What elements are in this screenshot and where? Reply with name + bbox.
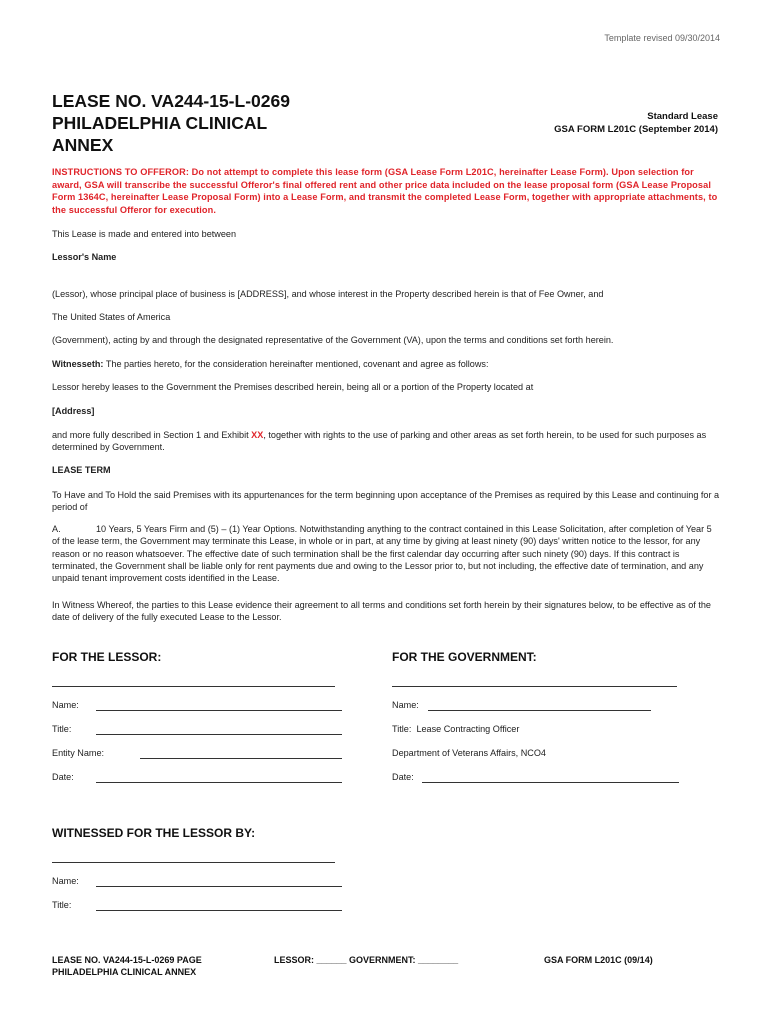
government-date-label: Date:	[392, 772, 414, 782]
gsa-form-label: GSA FORM L201C (September 2014)	[554, 124, 718, 135]
entity-name-label: Entity Name:	[52, 748, 105, 758]
in-witness-paragraph: In Witness Whereof, the parties to this Lease evidence their agreement to all terms and conditions set forth herein by their signatures below, to be effective as of the date of delivery of the fully executed Lease to the Lessor.	[52, 600, 711, 623]
lessor-leases-text: Lessor hereby leases to the Government the Premises described herein, being all or a portion of the Property located at	[52, 382, 534, 392]
lessor-signature-line[interactable]	[52, 686, 335, 687]
footer-initials: LESSOR: ______ GOVERNMENT: ________	[274, 955, 459, 965]
government-name-label: Name:	[392, 700, 419, 710]
lessor-title-field[interactable]	[96, 734, 342, 735]
footer-left-line1: LEASE NO. VA244-15-L-0269 PAGE	[52, 955, 202, 965]
lease-title-line1: LEASE NO. VA244-15-L-0269	[52, 91, 290, 111]
lessor-name-field[interactable]	[96, 710, 342, 711]
government-title-label: Title:	[392, 724, 412, 734]
more-fully-post: , together with rights to the use of parking and other areas as set forth herein, to be used for such purposes as determined by Government.	[52, 430, 707, 453]
witness-signature-line[interactable]	[52, 862, 335, 863]
lease-title	[52, 90, 382, 156]
footer-lease-id	[52, 954, 202, 978]
lessors-name-label: Lessor's Name	[52, 252, 117, 262]
witnesseth-paragraph	[52, 358, 720, 370]
instructions-to-offeror: INSTRUCTIONS TO OFFEROR: Do not attempt to complete this lease form (GSA Lease Form L201C, hereinafter Lease Form). Upon selection for award, GSA will transcribe the successful Offeror's final offered rent and other price data included on the lease proposal form (GSA Lease Proposal Form 1364C, hereinafter Lease Proposal Form) into a Lease Form, and transmit the completed Lease Form, together with appropriate attachments, to the successful Offeror for execution.	[52, 167, 718, 215]
lease-title-line3: ANNEX	[52, 135, 114, 155]
lessor-date-label: Date:	[52, 772, 74, 782]
more-fully-paragraph	[52, 429, 720, 454]
lessor-date-field[interactable]	[96, 782, 342, 783]
entity-name-field[interactable]	[140, 758, 342, 759]
option-a-paragraph	[52, 523, 720, 584]
witness-title-field[interactable]	[96, 910, 342, 911]
standard-lease-label: Standard Lease	[647, 111, 718, 122]
witnessed-heading: WITNESSED FOR THE LESSOR BY:	[52, 826, 256, 840]
government-title-value: Lease Contracting Officer	[416, 724, 520, 734]
lessor-title-label: Title:	[52, 724, 72, 734]
witness-name-field[interactable]	[96, 886, 342, 887]
footer-left-line2: PHILADELPHIA CLINICAL ANNEX	[52, 967, 197, 977]
lease-title-line2: PHILADELPHIA CLINICAL	[52, 113, 268, 133]
government-signature-line[interactable]	[392, 686, 677, 687]
lease-term-heading: LEASE TERM	[52, 465, 111, 475]
lessor-paragraph: (Lessor), whose principal place of business is [ADDRESS], and whose interest in the Property described herein is that of Fee Owner, and	[52, 289, 604, 299]
more-fully-pre: and more fully described in Section 1 and Exhibit	[52, 430, 252, 440]
address-placeholder: [Address]	[52, 406, 95, 416]
usa-text: The United States of America	[52, 312, 171, 322]
government-title-row	[392, 724, 519, 734]
made-between-text: This Lease is made and entered into between	[52, 229, 237, 239]
government-name-field[interactable]	[428, 710, 651, 711]
option-a-text: 10 Years, 5 Years Firm and (5) – (1) Year Options. Notwithstanding anything to the contract contained in this Lease Solicitation, after completion of Year 5 of the lease term, the Government may terminate this Lease, in whole or in part, at any time by giving at least ninety (90) days' written notice to the lessor, for any reason or no reason whatsoever. The effective date of such termination shall be the first calendar day occurring after such ninety (90) days. If this contract is terminated, the Government shall be liable only for rent payments due and owing to the Lessor prior to, but not including, the effective date of termination, and any unpaid tenant improvement costs identified in the Lease.	[52, 524, 712, 584]
for-government-heading: FOR THE GOVERNMENT:	[392, 650, 537, 664]
government-paragraph: (Government), acting by and through the designated representative of the Government (VA), upon the terms and conditions set forth herein.	[52, 335, 614, 345]
lessor-name-label: Name:	[52, 700, 79, 710]
footer-form-id: GSA FORM L201C (09/14)	[544, 955, 653, 965]
government-date-field[interactable]	[422, 782, 679, 783]
witness-title-label: Title:	[52, 900, 72, 910]
witnesseth-label: Witnesseth:	[52, 359, 104, 369]
witnesseth-text: The parties hereto, for the consideration hereinafter mentioned, covenant and agree as follows:	[103, 359, 489, 369]
option-a-label: A.	[52, 524, 61, 534]
for-lessor-heading: FOR THE LESSOR:	[52, 650, 162, 664]
template-revised-note: Template revised 09/30/2014	[604, 33, 720, 43]
exhibit-placeholder: XX	[251, 430, 264, 440]
witness-name-label: Name:	[52, 876, 79, 886]
to-have-paragraph: To Have and To Hold the said Premises with its appurtenances for the term beginning upon acceptance of the Premises as required by this Lease and continuing for a period of	[52, 490, 720, 513]
government-department: Department of Veterans Affairs, NCO4	[392, 748, 546, 758]
form-identifier	[554, 110, 718, 136]
